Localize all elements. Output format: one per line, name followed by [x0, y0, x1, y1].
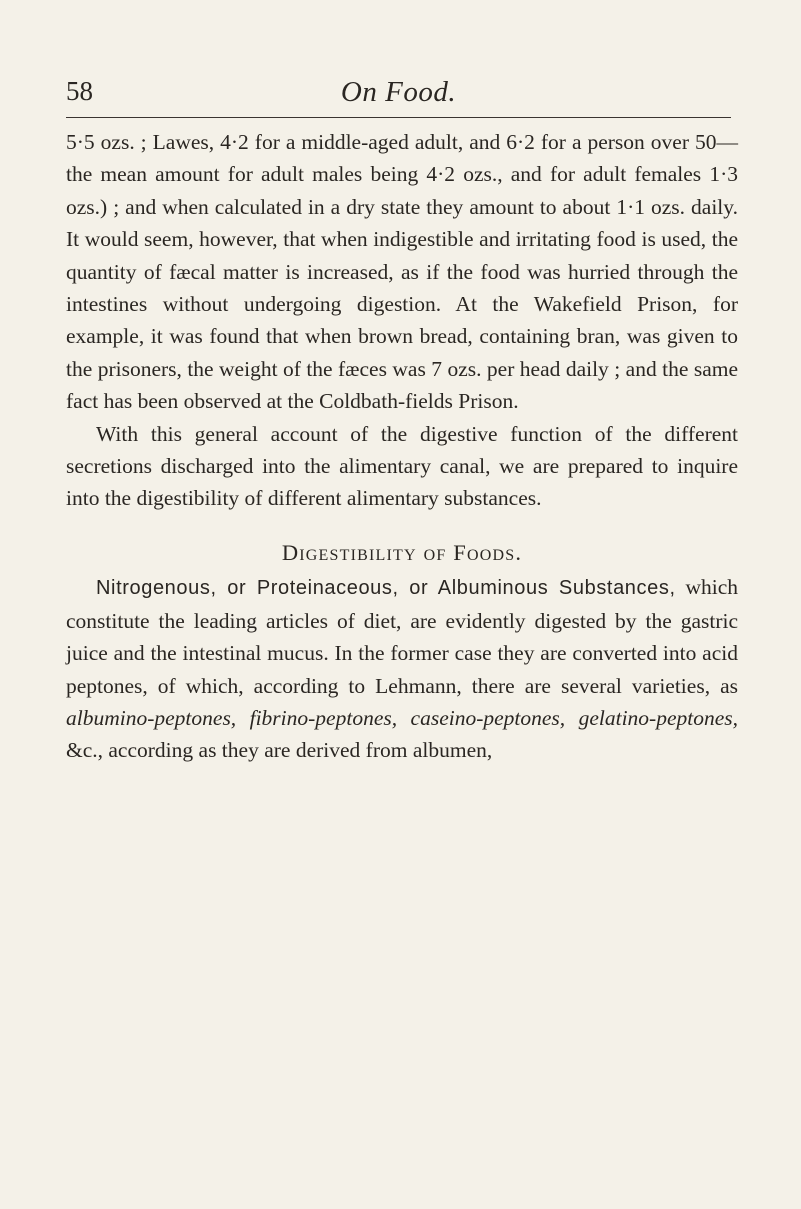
paragraph-nitrogenous-substances	[66, 571, 738, 766]
italic-term: fibrino-peptones,	[249, 705, 398, 730]
paragraph-text: which constitute the leading articles of diet, are evidently digested by the gastric juice and the intestinal mucus. In the former case they are converted into acid peptones, of which, according to Lehmann, there are several varieties, as	[66, 575, 739, 698]
italic-term: albumino-peptones,	[66, 705, 237, 730]
body-text	[66, 126, 738, 767]
paragraph-digestive-function: With this general account of the digestive function of the different secretions discharged into the alimentary canal, we are prepared to inquire into the digestibility of different alimentary substances.	[66, 421, 738, 511]
paragraph-text: &c., according as they are derived from albumen,	[66, 738, 493, 763]
running-title: On Food.	[340, 76, 457, 108]
header-rule	[66, 117, 731, 118]
italic-term: gelatino-peptones,	[578, 705, 739, 730]
page-number: 58	[66, 76, 93, 106]
paragraph-lead: Nitrogenous, or Proteinaceous, or Albuminous Substances,	[96, 577, 676, 600]
italic-term: caseino-peptones,	[410, 705, 566, 730]
paragraph-faecal-matter: 5·5 ozs. ; Lawes, 4·2 for a middle-aged adult, and 6·2 for a person over 50—the mean amount for adult males being 4·2 ozs., and for adult females 1·3 ozs.) ; and when calculated in a dry state they amount to about 1·1 ozs. daily. It would seem, however, that when indigestible and irritating food is used, the quantity of fæcal matter is increased, as if the food was hurried through the intestines without undergoing digestion. At the Wakefield Prison, for example, it was found that when brown bread, containing bran, was given to the prisoners, the weight of the fæces was 7 ozs. per head daily ; and the same fact has been observed at the Coldbath-fields Prison.	[66, 130, 738, 414]
section-heading: Digestibility of Foods.	[281, 539, 523, 565]
page-header	[66, 72, 731, 116]
